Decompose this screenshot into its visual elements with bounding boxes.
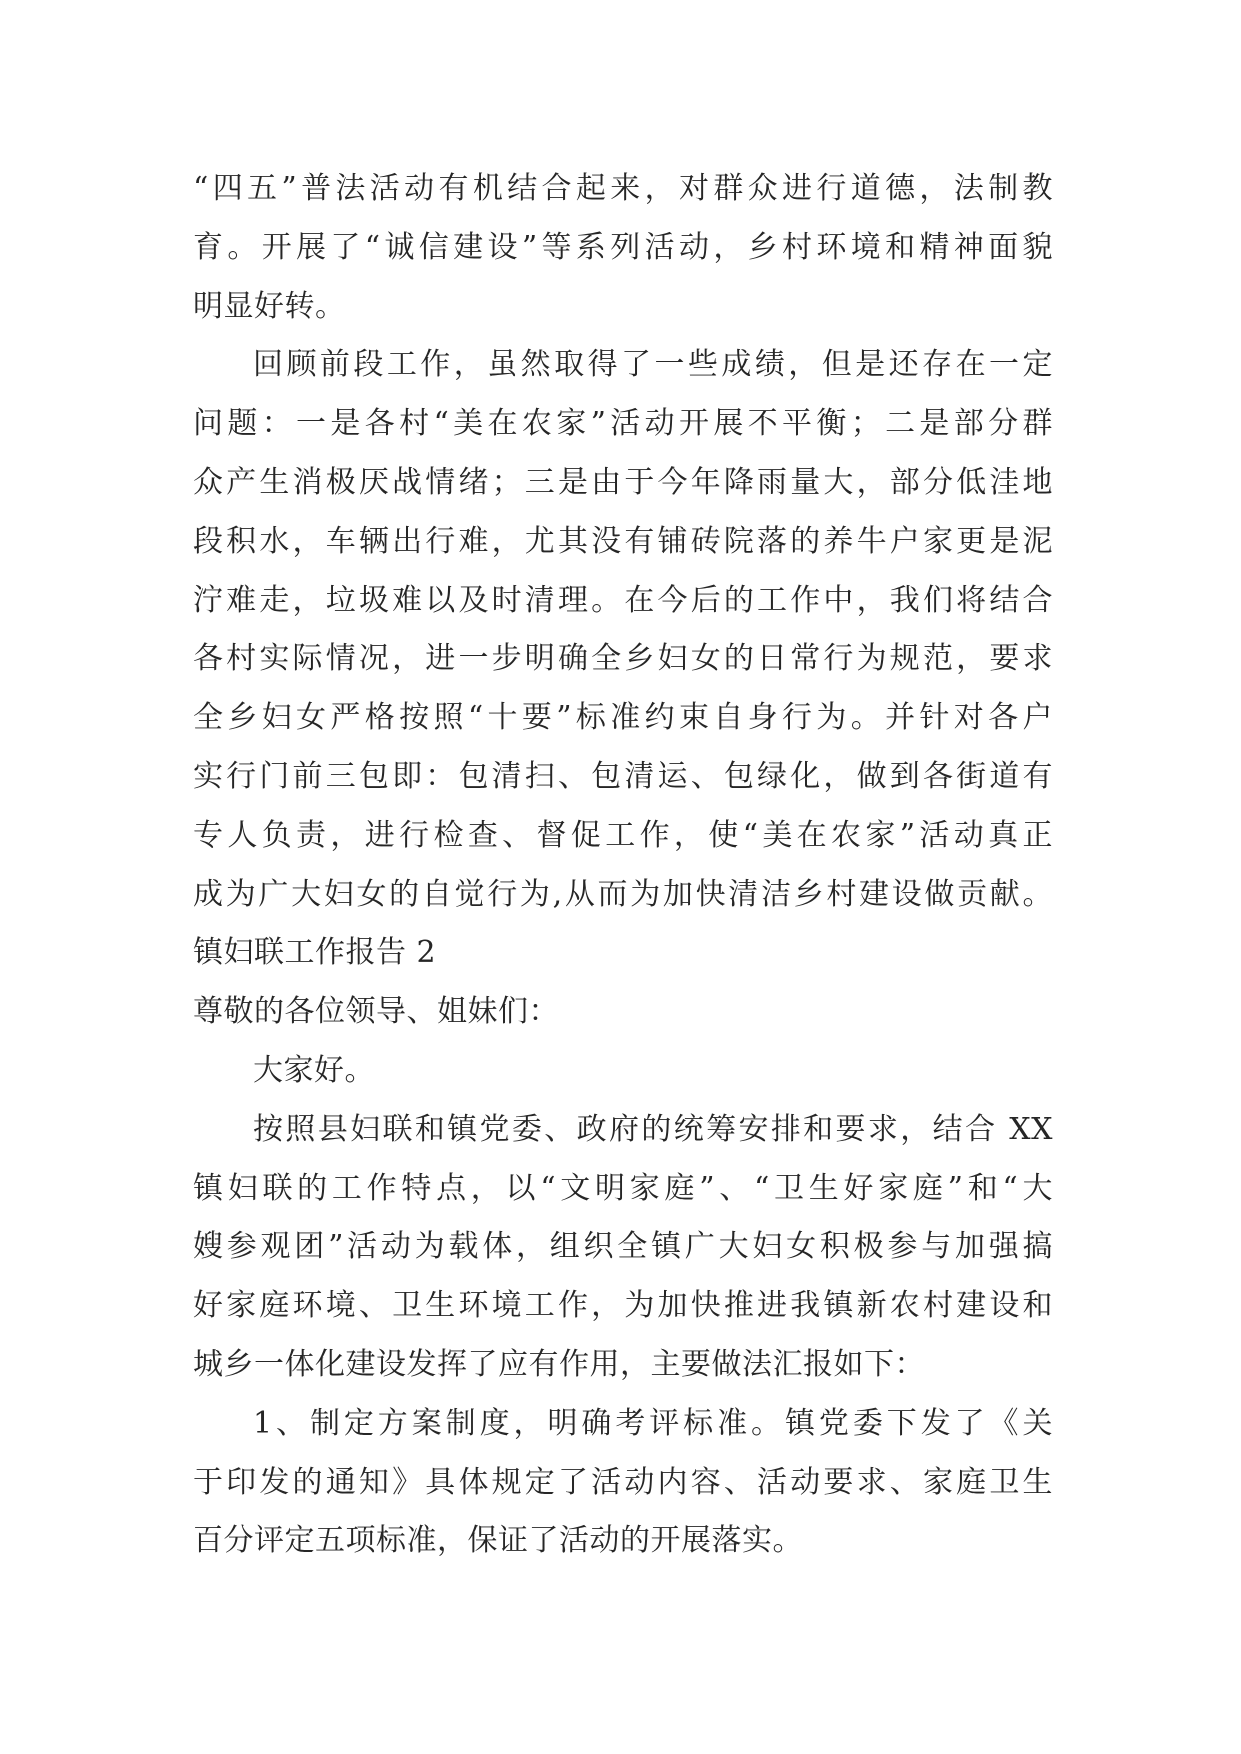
paragraph: [193, 160, 1053, 336]
greeting: [193, 1042, 1053, 1101]
document-body: [193, 160, 1053, 1571]
text-line: 百分评定五项标准，保证了活动的开展落实。: [193, 1523, 803, 1559]
text-line: 成为广大妇女的自觉行为,从而为加快清洁乡村建设做贡献。: [193, 876, 1053, 912]
text-line: 嫂参观团”活动为载体，组织全镇广大妇女积极参与加强搞: [193, 1229, 1053, 1265]
paragraph: [193, 1395, 1053, 1571]
text-line: 回顾前段工作，虽然取得了一些成绩，但是还存在一定: [253, 347, 1053, 383]
text-line: 城乡一体化建设发挥了应有作用，主要做法汇报如下：: [193, 1346, 925, 1382]
text-line: 各村实际情况，进一步明确全乡妇女的日常行为规范，要求: [193, 641, 1053, 677]
text-line: 按照县妇联和镇党委、政府的统筹安排和要求，结合 XX: [253, 1111, 1053, 1147]
section-heading: [193, 924, 1053, 983]
text-line: 专人负责，进行检查、督促工作，使“美在农家”活动真正: [193, 817, 1053, 853]
text-line: 实行门前三包即：包清扫、包清运、包绿化，做到各街道有: [193, 758, 1053, 794]
greeting-line: 大家好。: [253, 1052, 375, 1088]
text-line: “四五”普法活动有机结合起来，对群众进行道德，法制教: [193, 171, 1053, 206]
text-line: 全乡妇女严格按照“十要”标准约束自身行为。并针对各户: [193, 700, 1053, 736]
paragraph: [193, 1101, 1053, 1395]
text-line: 好家庭环境、卫生环境工作，为加快推进我镇新农村建设和: [193, 1288, 1053, 1324]
salutation-line: 尊敬的各位领导、姐妹们：: [193, 994, 559, 1030]
text-line: 众产生消极厌战情绪；三是由于今年降雨量大，部分低洼地: [193, 464, 1053, 500]
text-line: 镇妇联的工作特点，以“文明家庭”、“卫生好家庭”和“大: [193, 1170, 1053, 1206]
text-line: 育。开展了“诚信建设”等系列活动，乡村环境和精神面貌: [193, 229, 1053, 265]
text-line: 泞难走，垃圾难以及时清理。在今后的工作中，我们将结合: [193, 582, 1053, 618]
text-line: 于印发的通知》具体规定了活动内容、活动要求、家庭卫生: [193, 1464, 1053, 1500]
text-line: 明显好转。: [193, 288, 346, 324]
paragraph: [193, 336, 1053, 924]
text-line: 问题：一是各村“美在农家”活动开展不平衡；二是部分群: [193, 406, 1053, 442]
text-line: 段积水，车辆出行难，尤其没有铺砖院落的养牛户家更是泥: [193, 523, 1053, 559]
section-title: 镇妇联工作报告 2: [193, 935, 437, 971]
salutation: [193, 983, 1053, 1042]
text-line: 1、制定方案制度，明确考评标准。镇党委下发了《关: [253, 1405, 1053, 1441]
